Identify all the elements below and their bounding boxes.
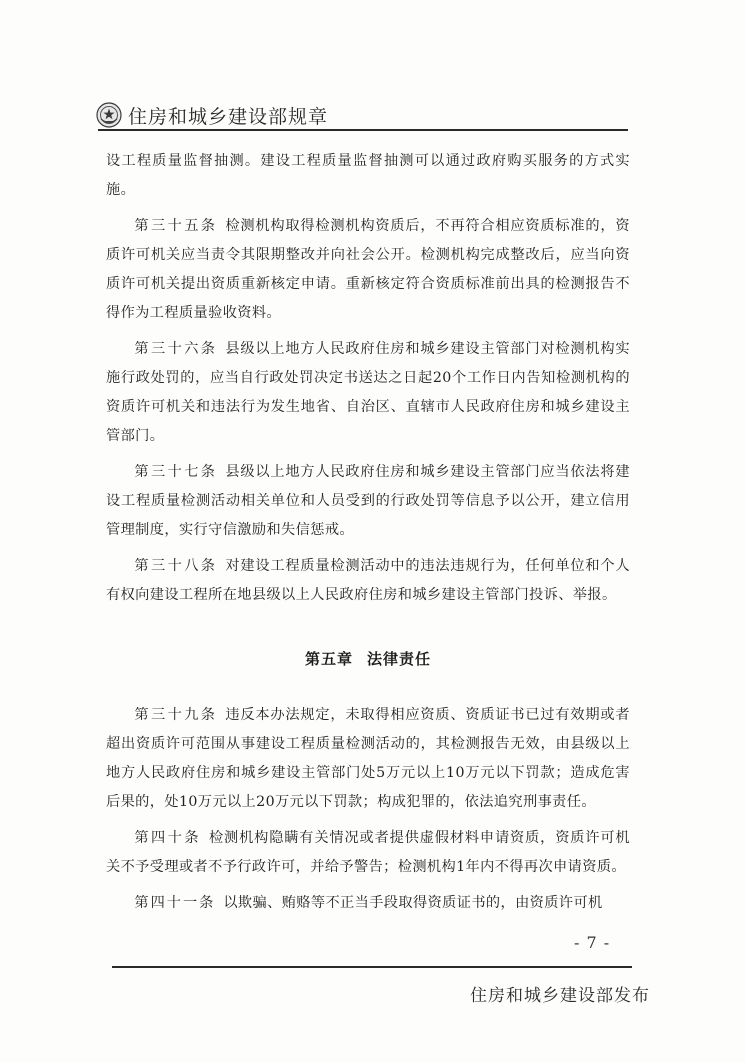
article-41 [106, 889, 630, 918]
article-38 [106, 552, 630, 610]
article-number: 第三十五条 [134, 218, 218, 234]
article-text: 检测机构隐瞒有关情况或者提供虚假材料申请资质，资质许可机关不予受理或者不予行政许可，并给予警告；检测机构1年内不得再次申请资质。 [106, 830, 630, 875]
article-number: 第三十九条 [134, 707, 218, 723]
article-text: 对建设工程质量检测活动中的违法违规行为，任何单位和个人有权向建设工程所在地县级以上人民政府住房和城乡建设主管部门投诉、举报。 [106, 558, 630, 603]
article-number: 第三十八条 [134, 558, 218, 574]
article-number: 第四十一条 [134, 895, 216, 911]
chapter-heading [106, 648, 630, 669]
chapter-title: 法律责任 [367, 650, 432, 668]
article-39 [106, 701, 630, 817]
article-text: 违反本办法规定，未取得相应资质、资质证书已过有效期或者超出资质许可范围从事建设工程质量检测活动的，其检测报告无效，由县级以上地方人民政府住房和城乡建设主管部门处5万元以上10万元以下罚款；造成危害后果的，处10万元以上20万元以下罚款；构成犯罪的，依法追究刑事责任。 [106, 707, 630, 810]
article-36 [106, 335, 630, 451]
page-number: - 7 - [574, 933, 611, 952]
article-35 [106, 212, 630, 328]
article-text: 县级以上地方人民政府住房和城乡建设主管部门应当依法将建设工程质量检测活动相关单位和人员受到的行政处罚等信息予以公开，建立信用管理制度，实行守信激励和失信惩戒。 [106, 464, 630, 538]
article-37 [106, 458, 630, 545]
article-40 [106, 824, 630, 882]
paragraph-continuation [106, 147, 630, 205]
national-emblem-icon [96, 102, 122, 128]
article-number: 第三十六条 [134, 341, 218, 357]
header-divider [98, 129, 628, 131]
article-text: 以欺骗、贿赂等不正当手段取得资质证书的，由资质许可机 [223, 895, 603, 911]
header-title: 住房和城乡建设部规章 [128, 106, 329, 128]
document-body [106, 147, 630, 918]
footer-divider [112, 966, 632, 968]
footer-publisher: 住房和城乡建设部发布 [470, 986, 650, 1006]
article-text: 县级以上地方人民政府住房和城乡建设主管部门对检测机构实施行政处罚的，应当自行政处罚决定书送达之日起20个工作日内告知检测机构的资质许可机关和违法行为发生地省、自治区、直辖市人民政府住房和城乡建设主管部门。 [106, 341, 630, 444]
article-text: 检测机构取得检测机构资质后，不再符合相应资质标准的，资质许可机关应当责令其限期整改并向社会公开。检测机构完成整改后，应当向资质许可机关提出资质重新核定申请。重新核定符合资质标准前出具的检测报告不得作为工程质量验收资料。 [106, 218, 630, 321]
article-number: 第三十七条 [134, 464, 218, 480]
chapter-number: 第五章 [304, 650, 353, 668]
paragraph-text: 设工程质量监督抽测。建设工程质量监督抽测可以通过政府购买服务的方式实施。 [106, 153, 630, 198]
article-number: 第四十条 [134, 830, 201, 846]
